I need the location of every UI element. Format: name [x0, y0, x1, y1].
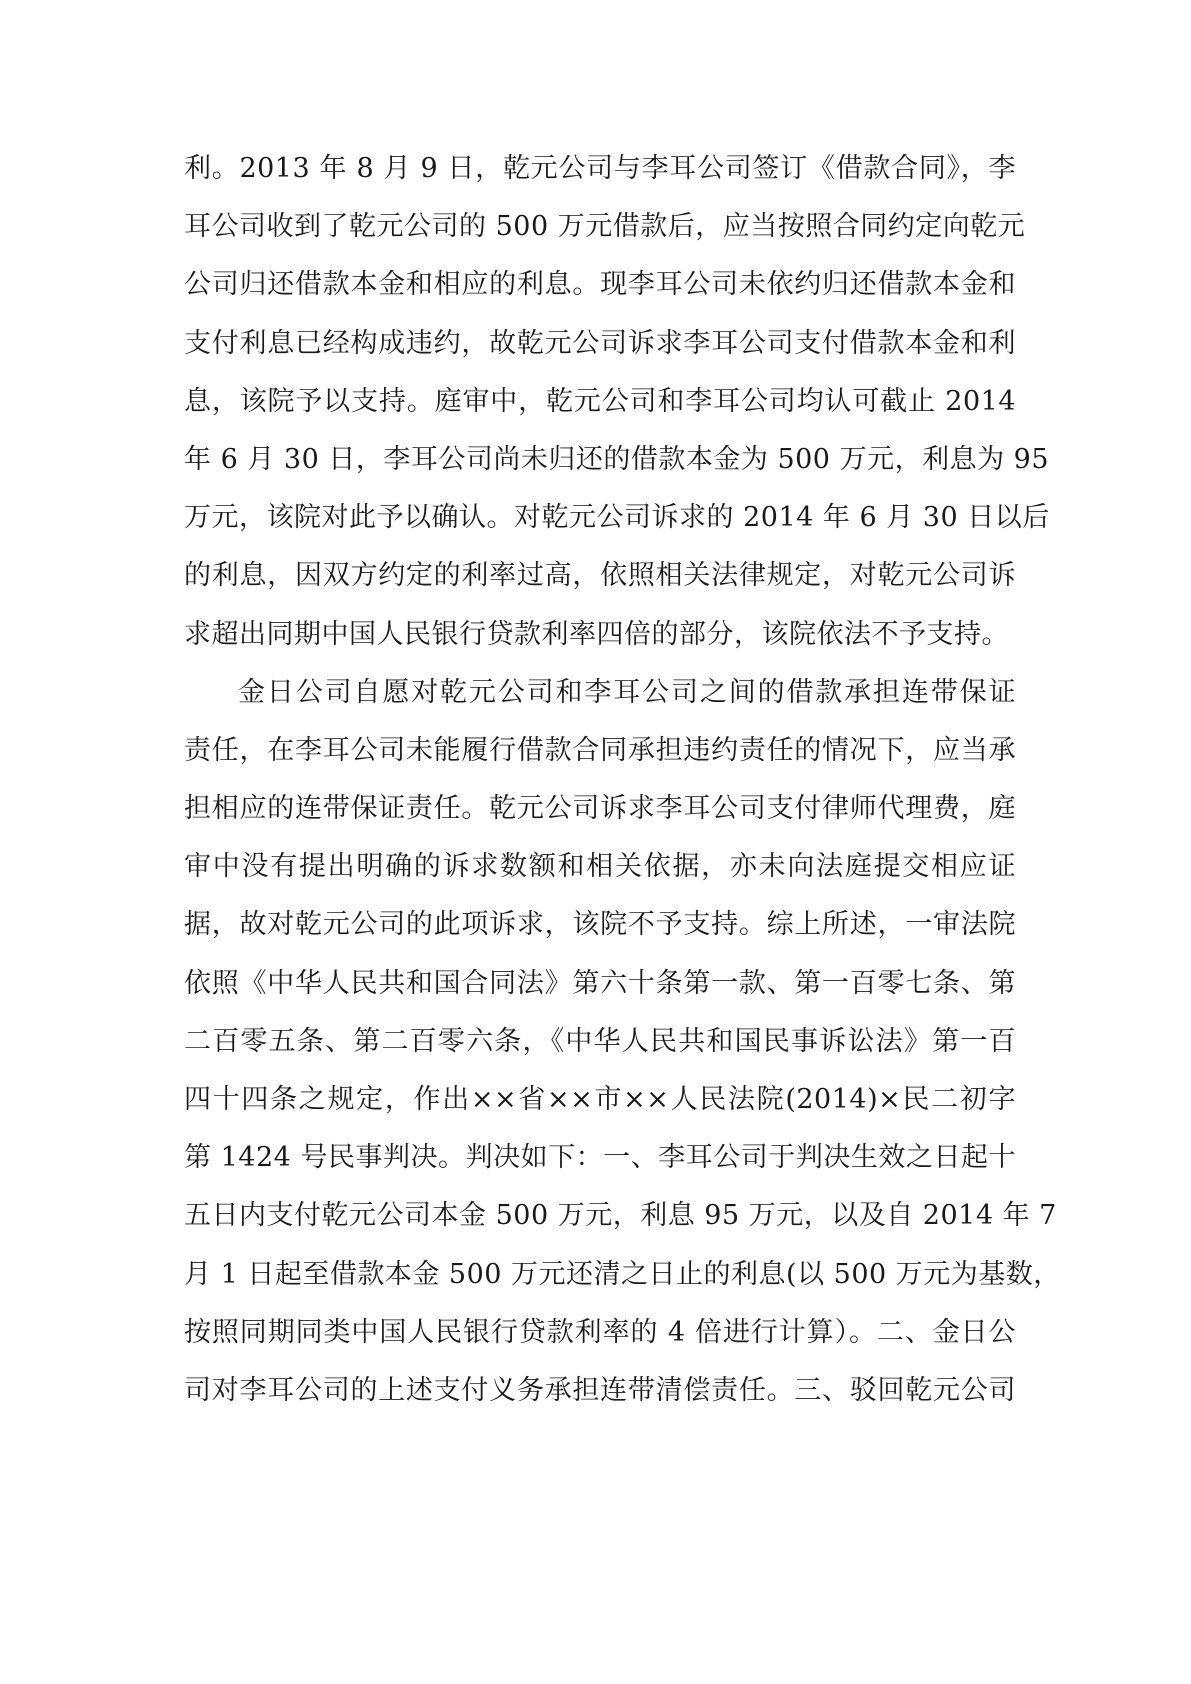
text-line: 公司归还借款本金和相应的利息。现李耳公司未依约归还借款本金和: [184, 269, 1016, 301]
text-line: 月 1 日起至借款本金 500 万元还清之日止的利息(以 500 万元为基数，: [184, 1258, 1061, 1290]
text-line: 司对李耳公司的上述支付义务承担连带清偿责任。三、驳回乾元公司: [184, 1374, 1016, 1406]
text-line: 第 1424 号民事判决。判决如下：一、李耳公司于判决生效之日起十: [184, 1142, 1016, 1174]
text-line: 责任，在李耳公司未能履行借款合同承担违约责任的情况下，应当承: [184, 734, 1016, 766]
text-line: 担相应的连带保证责任。乾元公司诉求李耳公司支付律师代理费，庭: [184, 793, 1016, 825]
text-line: 四十四条之规定，作出××省××市××人民法院(2014)×民二初字: [184, 1084, 1016, 1115]
text-line: 耳公司收到了乾元公司的 500 万元借款后，应当按照合同约定向乾元: [184, 211, 1026, 243]
text-line: 的利息，因双方约定的利率过高，依照相关法律规定，对乾元公司诉: [184, 560, 1016, 592]
text-line: 万元，该院对此予以确认。对乾元公司诉求的 2014 年 6 月 30 日以后: [184, 502, 1050, 534]
text-line: 二百零五条、第二百零六条，《中华人民共和国民事诉讼法》第一百: [184, 1025, 1016, 1057]
text-line: 审中没有提出明确的诉求数额和相关依据，亦未向法庭提交相应证: [184, 851, 1016, 883]
text-line: 支付利息已经构成违约，故乾元公司诉求李耳公司支付借款本金和利: [184, 327, 1016, 359]
text-line: 依照《中华人民共和国合同法》第六十条第一款、第一百零七条、第: [184, 967, 1016, 999]
text-line: 求超出同期中国人民银行贷款利率四倍的部分，该院依法不予支持。: [184, 618, 1009, 650]
text-line: 五日内支付乾元公司本金 500 万元，利息 95 万元，以及自 2014 年 7: [184, 1200, 1057, 1232]
text-line: 按照同期同类中国人民银行贷款利率的 4 倍进行计算）。二、金日公: [184, 1316, 1016, 1348]
text-line: 据，故对乾元公司的此项诉求，该院不予支持。综上所述，一审法院: [184, 909, 1016, 941]
text-line: 年 6 月 30 日，李耳公司尚未归还的借款本金为 500 万元，利息为 95: [184, 443, 1050, 475]
text-line: 利。2013 年 8 月 9 日，乾元公司与李耳公司签订《借款合同》，李: [184, 153, 1016, 184]
judgment-text: [184, 145, 1061, 1425]
paragraph-start-line: 金日公司自愿对乾元公司和李耳公司之间的借款承担连带保证: [238, 676, 1016, 708]
text-line: 息，该院予以支持。庭审中，乾元公司和李耳公司均认可截止 2014: [184, 385, 1016, 417]
